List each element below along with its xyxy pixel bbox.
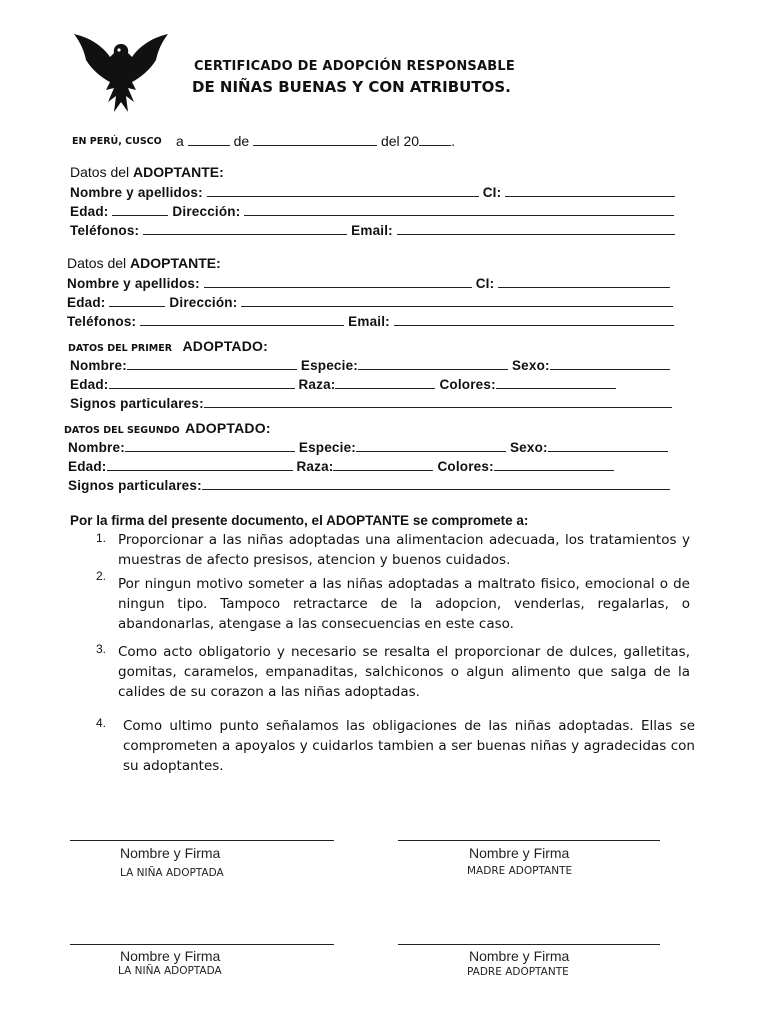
telefonos-field[interactable] [140,313,344,326]
edad-field[interactable] [109,294,165,307]
email-label: Email: [348,314,390,329]
nombre-field[interactable] [204,275,472,288]
signature-role: LA NIÑA ADOPTADA [118,965,222,977]
signature-line[interactable] [70,944,334,945]
heading-big: ADOPTADO: [185,420,271,436]
heading-bold: ADOPTANTE: [130,255,221,271]
colores-field[interactable] [494,458,614,471]
commitment-item-3: Como acto obligatorio y necesario se resalta el proporcionar de dulces, galletitas, gomitas, caramelos, empanaditas, salchiconos o algun alimento que salga de la calides de su corazon a las niñas adoptadas. [118,644,690,700]
adoptante2-telefonos-row [67,313,674,329]
especie-label: Especie: [298,440,356,455]
adoptado2-nombre-row [68,439,668,455]
adoptado1-heading [68,338,268,356]
heading-small: DATOS DEL PRIMER [68,343,173,354]
adoptante2-edad-row [67,294,673,310]
edad-label: Edad: [70,377,109,392]
signature-label: Nombre y Firma [120,845,221,861]
nombre-field[interactable] [125,439,295,452]
colores-field[interactable] [496,376,616,389]
edad-field[interactable] [107,458,293,471]
adoptante1-nombre-row [70,184,675,200]
adoptante2-nombre-row [67,275,670,291]
signature-line[interactable] [398,944,660,945]
item-number: 2. [96,569,107,583]
signos-field[interactable] [204,395,672,408]
signature-label: Nombre y Firma [469,845,570,861]
raza-label: Raza: [298,377,336,392]
date-a-label: a [176,133,184,149]
especie-label: Especie: [300,358,358,373]
adoptante2-heading [67,255,221,271]
date-line [176,133,455,149]
colores-label: Colores: [437,459,494,474]
email-label: Email: [351,223,393,238]
nombre-label: Nombre y apellidos: [67,276,200,291]
direccion-label: Dirección: [172,204,241,219]
item-number: 3. [96,642,107,656]
item-number: 1. [96,531,107,545]
heading-prefix: Datos del [67,255,127,271]
edad-label: Edad: [67,295,106,310]
adoptante1-heading [70,164,224,180]
heading-small: DATOS DEL SEGUNDO [64,425,180,436]
adoptado1-nombre-row [70,357,670,373]
raza-label: Raza: [296,459,334,474]
date-end: . [451,133,455,149]
item-number: 4. [96,716,107,730]
ci-label: CI: [482,185,502,200]
raza-field[interactable] [335,376,435,389]
signature-role: PADRE ADOPTANTE [467,966,569,978]
signos-field[interactable] [202,477,670,490]
signos-label: Signos particulares: [70,396,204,411]
commitment-item-1: Proporcionar a las niñas adoptadas una alimentacion adecuada, los tratamientos y muestras de afecto presisos, atencion y buenos cuidados. [118,532,690,568]
nombre-field[interactable] [207,184,479,197]
edad-field[interactable] [112,203,168,216]
adoptante1-edad-row [70,203,674,219]
heading-big: ADOPTADO: [182,338,269,354]
edad-label: Edad: [68,459,107,474]
raza-field[interactable] [333,458,433,471]
signature-line[interactable] [398,840,660,841]
telefonos-label: Teléfonos: [67,314,137,329]
commitment-item-4: Como ultimo punto señalamos las obligaciones de las niñas adoptadas. Ellas se comprometen a apoyalos y cuidarlos tambien a ser buenas niñas y agradecidas con su adoptantes. [123,718,695,774]
telefonos-field[interactable] [143,222,347,235]
adoptado2-edad-row [68,458,614,474]
commitment-heading: Por la firma del presente documento, el ADOPTANTE se compromete a: [70,513,529,528]
signature-role: MADRE ADOPTANTE [467,865,573,877]
direccion-label: Dirección: [169,295,238,310]
signature-label: Nombre y Firma [469,948,570,964]
place-label: EN PERÚ, CUSCO [72,136,162,147]
commitment-item-2: Por ningun motivo someter a las niñas adoptadas a maltrato fisico, emocional o de ningun tipo. Tampoco retractarce de la adopcion, venderlas, regalarlas, o abandonarlas, atengase a las consecuencias en este caso. [118,576,690,632]
adoptado1-edad-row [70,376,616,392]
date-del-label: del 20 [380,133,420,149]
nombre-field[interactable] [127,357,297,370]
year-field[interactable] [419,133,451,146]
signature-line[interactable] [70,840,334,841]
date-de-label: de [233,133,250,149]
nombre-label: Nombre: [70,358,127,373]
colores-label: Colores: [439,377,496,392]
sexo-field[interactable] [548,439,668,452]
nombre-label: Nombre y apellidos: [70,185,203,200]
edad-label: Edad: [70,204,109,219]
adoptante1-telefonos-row [70,222,675,238]
signature-label: Nombre y Firma [120,948,221,964]
signos-label: Signos particulares: [68,478,202,493]
adoptado1-signos-row [70,395,672,411]
month-field[interactable] [253,133,377,146]
nombre-label: Nombre: [68,440,125,455]
especie-field[interactable] [358,357,508,370]
sexo-field[interactable] [550,357,670,370]
ci-field[interactable] [498,275,670,288]
title-line-1: CERTIFICADO DE ADOPCIÓN RESPONSABLE [194,59,515,74]
sexo-label: Sexo: [511,358,550,373]
adoptado2-heading [64,420,271,438]
direccion-field[interactable] [244,203,674,216]
edad-field[interactable] [109,376,295,389]
email-field[interactable] [397,222,675,235]
day-field[interactable] [188,133,230,146]
email-field[interactable] [394,313,674,326]
direccion-field[interactable] [241,294,673,307]
title-line-2: DE NIÑAS BUENAS Y CON ATRIBUTOS. [192,78,511,96]
heading-bold: ADOPTANTE: [133,164,224,180]
ci-field[interactable] [505,184,675,197]
signature-role: LA NIÑA ADOPTADA [120,867,224,879]
eagle-logo-icon [70,30,172,120]
telefonos-label: Teléfonos: [70,223,140,238]
ci-label: CI: [475,276,495,291]
heading-prefix: Datos del [70,164,130,180]
adoptado2-signos-row [68,477,670,493]
sexo-label: Sexo: [509,440,548,455]
especie-field[interactable] [356,439,506,452]
